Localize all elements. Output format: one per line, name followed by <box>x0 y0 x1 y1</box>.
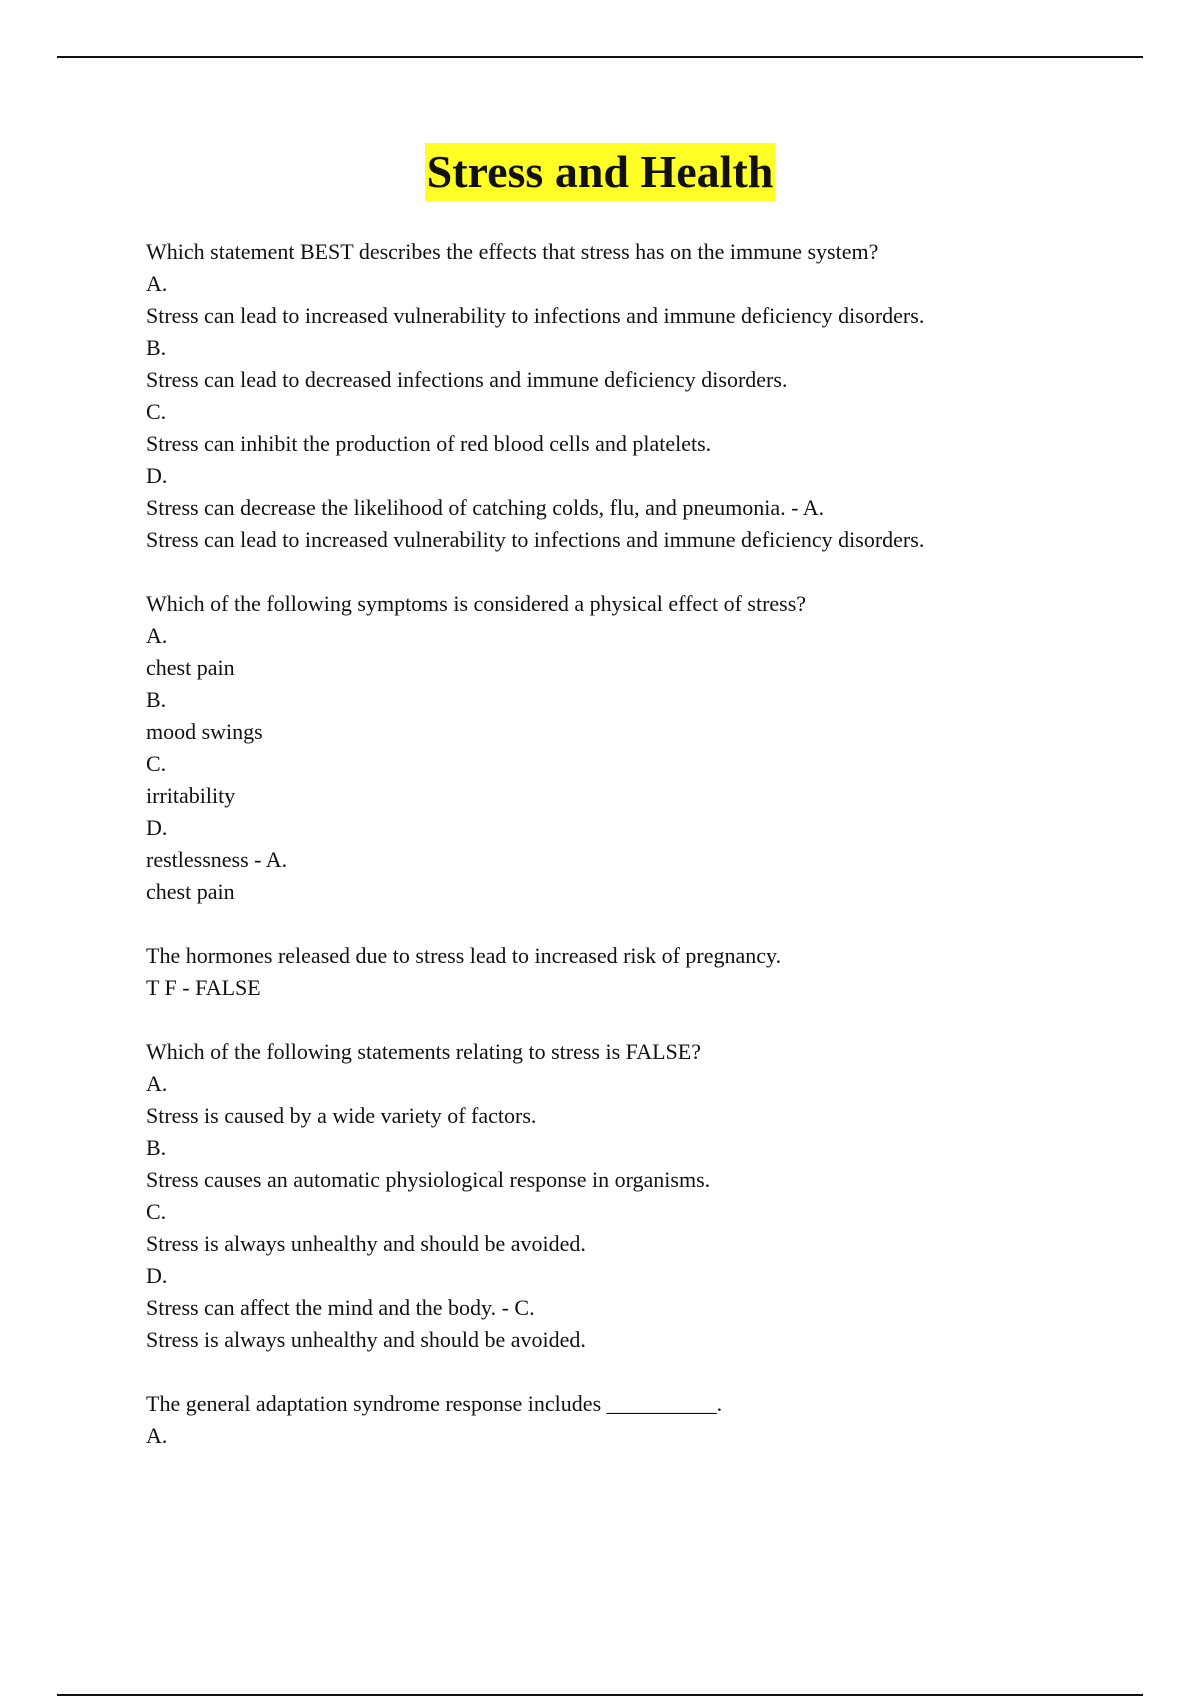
option-label: A. <box>146 623 168 648</box>
title-container <box>0 143 1200 201</box>
option-label: C. <box>146 751 167 776</box>
header-rule <box>57 56 1143 58</box>
option-text-with-answer: Stress can affect the mind and the body. - C. <box>146 1295 535 1320</box>
option-text: Stress can inhibit the production of red blood cells and platelets. <box>146 431 712 456</box>
question-text: Which statement BEST describes the effects that stress has on the immune system? <box>146 239 879 264</box>
question-text: Which of the following symptoms is considered a physical effect of stress? <box>146 591 807 616</box>
question-text: Which of the following statements relating to stress is FALSE? <box>146 1039 701 1064</box>
document-body <box>146 236 1146 1452</box>
option-label: A. <box>146 271 168 296</box>
question-block-2 <box>146 588 1146 908</box>
option-label: D. <box>146 815 168 840</box>
option-label: B. <box>146 335 167 360</box>
footer-rule <box>57 1694 1143 1696</box>
option-label: B. <box>146 687 167 712</box>
option-text: Stress is always unhealthy and should be avoided. <box>146 1231 586 1256</box>
option-label: D. <box>146 1263 168 1288</box>
option-label: C. <box>146 1199 167 1224</box>
option-label: B. <box>146 1135 167 1160</box>
option-text-with-answer: restlessness - A. <box>146 847 288 872</box>
answer-text: chest pain <box>146 879 235 904</box>
spacer <box>146 908 1146 940</box>
option-text: Stress can lead to decreased infections and immune deficiency disorders. <box>146 367 788 392</box>
answer-text: Stress can lead to increased vulnerability to infections and immune deficiency disorders. <box>146 527 925 552</box>
option-label: A. <box>146 1071 168 1096</box>
option-label: C. <box>146 399 167 424</box>
document-title: Stress and Health <box>425 143 776 201</box>
question-block-1 <box>146 236 1146 556</box>
answer-text: T F - FALSE <box>146 975 261 1000</box>
question-text: The general adaptation syndrome response includes __________. <box>146 1391 723 1416</box>
option-text: chest pain <box>146 655 235 680</box>
question-block-3 <box>146 940 1146 1004</box>
option-text-with-answer: Stress can decrease the likelihood of catching colds, flu, and pneumonia. - A. <box>146 495 825 520</box>
question-text: The hormones released due to stress lead to increased risk of pregnancy. <box>146 943 782 968</box>
option-text: mood swings <box>146 719 263 744</box>
question-block-5 <box>146 1388 1146 1452</box>
answer-text: Stress is always unhealthy and should be avoided. <box>146 1327 586 1352</box>
option-text: Stress can lead to increased vulnerability to infections and immune deficiency disorders. <box>146 303 925 328</box>
question-block-4 <box>146 1036 1146 1356</box>
option-label: A. <box>146 1423 168 1448</box>
option-text: Stress is caused by a wide variety of factors. <box>146 1103 537 1128</box>
spacer <box>146 1356 1146 1388</box>
spacer <box>146 556 1146 588</box>
option-text: irritability <box>146 783 236 808</box>
option-text: Stress causes an automatic physiological response in organisms. <box>146 1167 711 1192</box>
spacer <box>146 1004 1146 1036</box>
option-label: D. <box>146 463 168 488</box>
